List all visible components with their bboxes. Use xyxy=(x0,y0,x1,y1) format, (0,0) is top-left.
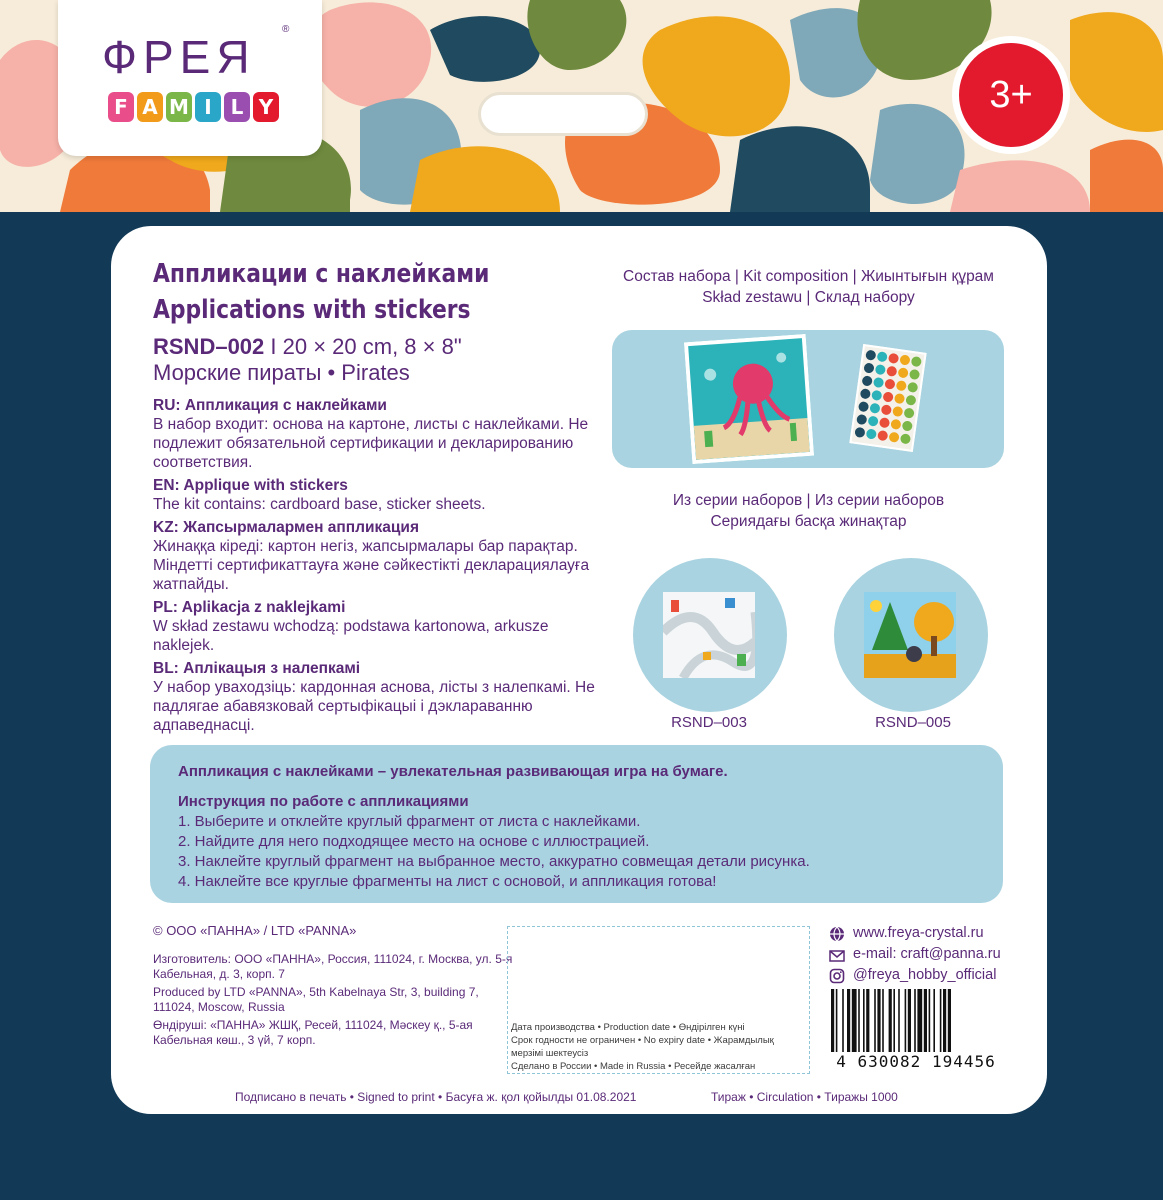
product-size: I 20 × 20 cm, 8 × 8" xyxy=(264,334,462,359)
contacts xyxy=(829,923,1001,986)
sticker-dot xyxy=(858,401,869,412)
sticker-dot xyxy=(896,380,907,391)
city-map-thumbnail-icon xyxy=(663,592,755,678)
barcode-bar xyxy=(933,989,935,1055)
description-body: У набор уваходзіць: кардонная аснова, лісты з налепкамі. Не падлягае абавязковай сертыфікацыі і дэклараванню адпаведнасці. xyxy=(153,679,595,734)
barcode-bar xyxy=(858,989,860,1055)
description-heading: RU: Аппликация с наклейками xyxy=(153,397,387,414)
info-panel xyxy=(111,226,1047,1114)
sticker-dot xyxy=(886,366,897,377)
sticker-dot xyxy=(902,420,913,431)
sticker-dot xyxy=(899,354,910,365)
family-letter: A xyxy=(137,92,163,122)
product-code-line xyxy=(153,334,462,360)
manufacturer-en: Produced by LTD «PANNA», 5th Kabelnaya Str, 3, building 7, 111024, Moscow, Russia xyxy=(153,985,479,1014)
barcode-number: 4 630082 194456 xyxy=(829,1052,1003,1071)
sticker-dots xyxy=(852,346,925,449)
sticker-dot xyxy=(877,351,888,362)
website-row[interactable] xyxy=(829,923,1001,944)
email-row[interactable] xyxy=(829,944,1001,965)
barcode-bar xyxy=(914,989,916,1055)
sticker-sheet-image xyxy=(849,344,926,452)
barcode-bar xyxy=(852,989,857,1055)
instruction-step: 2. Найдите для него подходящее место на основе с иллюстрацией. xyxy=(178,833,650,850)
sticker-dot xyxy=(884,378,895,389)
sticker-dot xyxy=(888,432,899,443)
manufacturer-ru: Изготовитель: ООО «ПАННА», Россия, 111024, г. Москва, ул. 5-я Кабельная, д. 3, корп. 7 xyxy=(153,952,513,981)
sticker-dot xyxy=(909,369,920,380)
email-link[interactable]: e-mail: craft@panna.ru xyxy=(853,946,1001,962)
sticker-dot xyxy=(867,416,878,427)
series-item-code: RSND–003 xyxy=(671,714,747,731)
product-title-en: Applications with stickers xyxy=(153,295,471,325)
description-pl xyxy=(153,598,613,655)
header-band xyxy=(0,0,1163,212)
description-body: W skład zestawu wchodzą: podstawa kartonowa, arkusze naklejek. xyxy=(153,618,549,654)
description-body: В набор входит: основа на картоне, листы с наклейками. Не подлежит обязательной сертификации и декларированию соответствия. xyxy=(153,416,589,471)
manufacturer-info xyxy=(153,923,513,1051)
sticker-dot xyxy=(871,390,882,401)
instagram-row[interactable] xyxy=(829,965,1001,986)
instruction-step: 1. Выберите и отклейте круглый фрагмент от листа с наклейками. xyxy=(178,813,641,830)
barcode-bar xyxy=(836,989,838,1055)
barcode-bar xyxy=(842,989,844,1055)
family-letter: L xyxy=(224,92,250,122)
octopus-icon xyxy=(688,338,810,460)
sticker-dot xyxy=(882,391,893,402)
series-item-rsnd-005 xyxy=(834,558,988,712)
barcode-bar xyxy=(943,989,946,1055)
family-letter: M xyxy=(166,92,192,122)
registered-mark: ® xyxy=(282,24,290,35)
product-title xyxy=(153,256,489,328)
brand-logo-family xyxy=(108,92,279,122)
sticker-dot xyxy=(863,362,874,373)
barcode-bar xyxy=(948,989,951,1055)
sticker-dot xyxy=(879,417,890,428)
circulation: Тираж • Circulation • Тиражы 1000 xyxy=(711,1090,898,1104)
description-heading: PL: Aplikacja z naklejkami xyxy=(153,599,346,616)
product-subtitle: Морские пираты • Pirates xyxy=(153,360,410,385)
globe-icon xyxy=(829,926,845,942)
kit-composition-box xyxy=(612,330,1004,468)
sticker-dot xyxy=(903,407,914,418)
signed-to-print: Подписано в печать • Signed to print • Басуға ж. қол қойылды 01.08.2021 xyxy=(235,1090,637,1104)
sticker-dot xyxy=(856,414,867,425)
barcode-bar xyxy=(908,989,911,1055)
family-letter: I xyxy=(195,92,221,122)
manufacturer-kz: Өндіруші: «ПАННА» ЖШҚ, Ресей, 111024, Мәскеу қ., 5-ая Кабельная көш., 3 үй, 7 корп. xyxy=(153,1018,473,1047)
barcode-bar xyxy=(929,989,931,1055)
description-en xyxy=(153,476,613,514)
descriptions xyxy=(153,396,613,739)
sticker-dot xyxy=(873,377,884,388)
sticker-dot xyxy=(865,350,876,361)
website-link[interactable]: www.freya-crystal.ru xyxy=(853,925,984,941)
product-title-ru: Аппликации с наклейками xyxy=(153,259,490,289)
brand-logo-card xyxy=(58,0,322,156)
barcode-bar xyxy=(831,989,834,1055)
forest-bear-thumbnail-icon xyxy=(864,592,956,678)
series-item-code: RSND–005 xyxy=(875,714,951,731)
brand-logo-text: ФРЕЯ xyxy=(102,31,256,83)
barcode-bar xyxy=(940,989,942,1055)
hang-slot xyxy=(478,92,648,136)
sticker-dot xyxy=(862,375,873,386)
sticker-dot xyxy=(866,428,877,439)
instagram-icon xyxy=(829,968,845,984)
barcode-bar xyxy=(863,989,865,1055)
kit-line-2: Skład zestawu | Склад набору xyxy=(702,289,915,306)
sticker-dot xyxy=(888,353,899,364)
barcode-bar xyxy=(889,989,892,1055)
barcode-bar xyxy=(893,989,895,1055)
sticker-dot xyxy=(890,419,901,430)
description-kz xyxy=(153,518,613,594)
made-in-label: Сделано в России • Made in Russia • Ресейде жасалған xyxy=(511,1061,756,1072)
barcode-bar xyxy=(924,989,927,1055)
series-line-2: Сериядағы басқа жинақтар xyxy=(710,513,907,530)
product-code: RSND–002 xyxy=(153,334,265,359)
description-bl xyxy=(153,659,613,735)
family-letter: Y xyxy=(253,92,279,122)
description-heading: EN: Applique with stickers xyxy=(153,477,348,494)
instruction-step: 3. Наклейте круглый фрагмент на выбранное место, аккуратно совмещая детали рисунка. xyxy=(178,853,810,870)
series-heading xyxy=(611,490,1006,532)
barcode-bar xyxy=(874,989,876,1055)
mail-icon xyxy=(829,947,845,963)
description-heading: KZ: Жапсырмалармен аппликация xyxy=(153,519,419,536)
date-info xyxy=(511,1021,801,1073)
sticker-dot xyxy=(900,433,911,444)
description-body: Жинаққа кіреді: картон негіз, жапсырмалары бар парақтар. Міндетті сертификаттауға және сәйкестікті декларациялауға жатпайды. xyxy=(153,538,590,593)
instructions-heading: Инструкция по работе с аппликациями xyxy=(178,793,469,810)
barcode-bar xyxy=(866,989,869,1055)
description-heading: BL: Аплікацыя з налепкамі xyxy=(153,660,361,677)
expiry-label: Срок годности не ограничен • No expiry date • Жарамдылық мерзімі шектеусіз xyxy=(511,1035,774,1059)
sticker-dot xyxy=(877,430,888,441)
barcode-bar xyxy=(882,989,884,1055)
description-body: The kit contains: cardboard base, sticker sheets. xyxy=(153,496,486,513)
production-date-box xyxy=(507,926,810,1074)
kit-line-1: Состав набора | Kit composition | Жиынтығын құрам xyxy=(623,268,994,285)
sticker-dot xyxy=(897,367,908,378)
sticker-dot xyxy=(905,395,916,406)
age-rating-badge: 3+ xyxy=(952,36,1070,154)
sticker-dot xyxy=(854,427,865,438)
instagram-link[interactable]: @freya_hobby_official xyxy=(853,967,997,983)
pirate-artwork-image xyxy=(684,334,814,464)
series-line-1: Из серии наборов | Из серии наборов xyxy=(672,492,945,509)
sticker-dot xyxy=(894,393,905,404)
copyright: © ООО «ПАННА» / LTD «PANNA» xyxy=(153,923,357,938)
sticker-dot xyxy=(869,403,880,414)
barcode-bar xyxy=(847,989,850,1055)
sticker-dot xyxy=(892,406,903,417)
production-date-label: Дата производства • Production date • Өндірілген күні xyxy=(511,1022,745,1033)
sticker-dot xyxy=(875,364,886,375)
barcode-bar xyxy=(917,989,922,1055)
sticker-dot xyxy=(911,356,922,367)
description-ru xyxy=(153,396,613,472)
barcode-bar xyxy=(898,989,900,1055)
sticker-dot xyxy=(907,382,918,393)
series-item-rsnd-003 xyxy=(633,558,787,712)
family-letter: F xyxy=(108,92,134,122)
instructions-lead: Аппликация с наклейками – увлекательная развивающая игра на бумаге. xyxy=(178,763,728,780)
instructions-box xyxy=(150,745,1003,903)
barcode-bar xyxy=(905,989,907,1055)
sticker-dot xyxy=(860,388,871,399)
sticker-dot xyxy=(881,404,892,415)
barcode-bar xyxy=(877,989,880,1055)
instruction-step: 4. Наклейте все круглые фрагменты на лист с основой, и аппликация готова! xyxy=(178,873,717,890)
kit-composition-heading xyxy=(611,266,1006,308)
